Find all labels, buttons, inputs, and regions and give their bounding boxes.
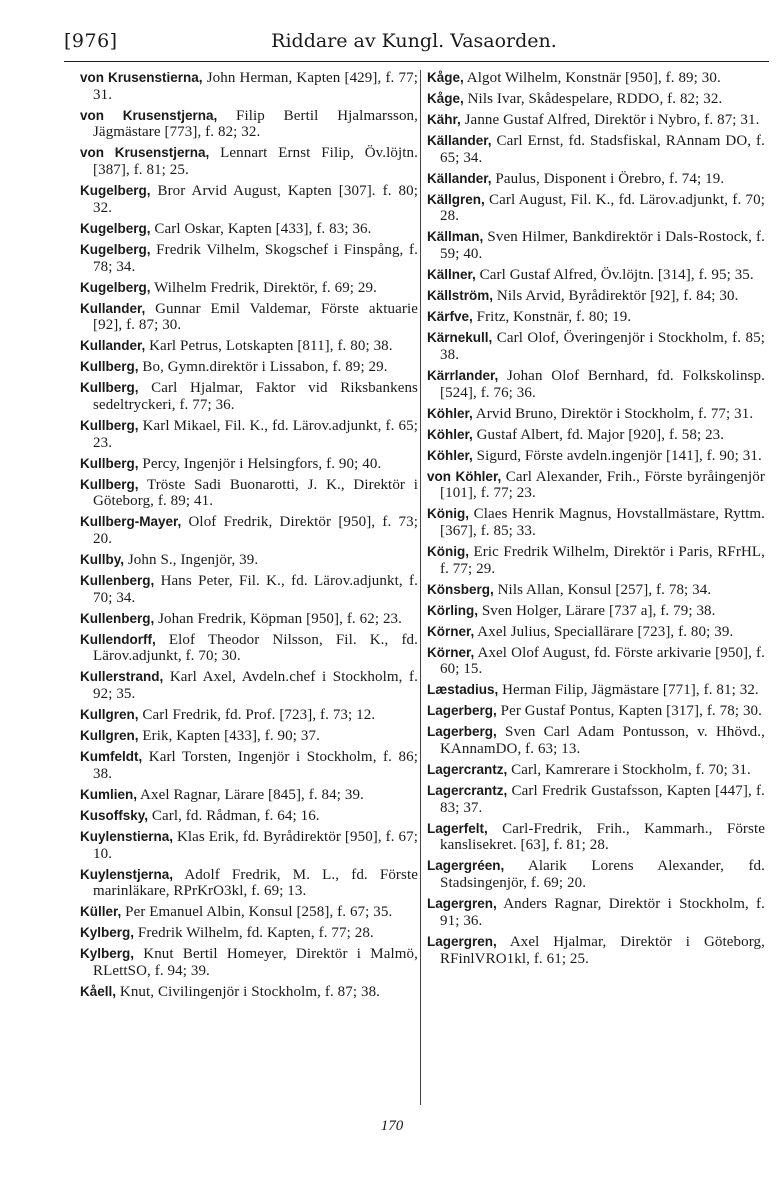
entry-surname: Kullberg, (80, 455, 139, 471)
entry-details: Fritz, Konstnär, f. 80; 19. (476, 309, 632, 326)
entry-surname: König, (427, 506, 469, 522)
entry-details: Carl Ernst, fd. Stadsfiskal, RAnnam DO, f. 65; 34. (440, 133, 765, 166)
entry-details: Elof Theodor Nilsson, Fil. K., fd. Lärov.adjunkt, f. 70; 30. (93, 631, 418, 665)
right-column (427, 70, 765, 972)
register-entry (427, 582, 765, 599)
entry-surname: Kullberg, (80, 359, 139, 375)
header-page-number: [976] (64, 30, 118, 52)
entry-surname: Källander, (427, 170, 492, 186)
entry-details: Algot Wilhelm, Konstnär [950], f. 89; 30. (466, 70, 721, 86)
entry-details: Wilhelm Fredrik, Direktör, f. 69; 29. (154, 279, 377, 296)
header-rule (64, 61, 769, 62)
entry-details: Nils Ivar, Skådespelare, RDDO, f. 82; 32. (467, 91, 723, 107)
register-entry (427, 703, 765, 720)
register-entry (427, 603, 765, 620)
entry-surname: Kullander, (80, 300, 146, 316)
entry-details: Karl Axel, Avdeln.chef i Stockholm, f. 92; 35. (93, 669, 418, 703)
entry-surname: Kåge, (427, 91, 464, 106)
register-entry (80, 477, 418, 510)
register-entry (427, 309, 765, 326)
entry-surname: Kullberg, (80, 476, 139, 492)
entry-surname: Kugelberg, (80, 183, 151, 199)
register-entry (80, 552, 418, 569)
entry-surname: Kullberg-Mayer, (80, 514, 182, 530)
entry-details: Karl Petrus, Lotskapten [811], f. 80; 38. (149, 338, 393, 355)
entry-surname: Kullenberg, (80, 573, 155, 589)
register-entry (80, 301, 418, 334)
register-entry (80, 280, 418, 297)
register-entry (80, 145, 418, 178)
entry-details: Per Emanuel Albin, Konsul [258], f. 67; 35. (125, 904, 393, 921)
entry-details: Carl Fredrik, fd. Prof. [723], f. 73; 12. (142, 707, 376, 724)
register-entry (427, 645, 765, 678)
entry-details: Carl Alexander, Frih., Förste byråingenjör [101], f. 77; 23. (440, 468, 765, 502)
register-entry (427, 506, 765, 539)
register-entry (427, 896, 765, 929)
entry-surname: Kullberg, (80, 380, 139, 396)
entry-details: Olof Fredrik, Direktör [950], f. 73; 20. (93, 514, 418, 548)
entry-surname: Lagerberg, (427, 724, 497, 740)
register-entry (80, 359, 418, 376)
entry-surname: Källman, (427, 229, 484, 245)
entry-surname: Körner, (427, 623, 475, 639)
register-entry (427, 288, 765, 305)
entry-details: Per Gustaf Pontus, Kapten [317], f. 78; 30. (500, 703, 762, 720)
register-entry (427, 171, 765, 188)
entry-surname: Lagergréen, (427, 858, 505, 874)
entry-surname: Kugelberg, (80, 220, 151, 236)
entry-details: Johan Fredrik, Köpman [950], f. 62; 23. (158, 610, 402, 627)
register-entry (80, 573, 418, 606)
entry-surname: Lagercrantz, (427, 762, 508, 778)
entry-details: Arvid Bruno, Direktör i Stockholm, f. 77; 31. (475, 405, 754, 422)
entry-details: Knut, Civilingenjör i Stockholm, f. 87; 38. (119, 983, 381, 1000)
register-entry (80, 808, 418, 825)
register-entry (427, 821, 765, 854)
register-entry (427, 783, 765, 816)
register-entry (427, 448, 765, 465)
entry-surname: Kåge, (427, 70, 464, 85)
entry-details: Sven Holger, Lärare [737 a], f. 79; 38. (481, 602, 716, 619)
left-column (80, 70, 418, 1005)
entry-details: Johan Olof Bernhard, fd. Folkskolinsp. [524], f. 76; 36. (440, 367, 765, 401)
entry-surname: Köhler, (427, 405, 473, 421)
entry-details: Klas Erik, fd. Byrådirektör [950], f. 67; 10. (93, 828, 418, 862)
running-title: Riddare av Kungl. Vasaorden. (271, 30, 557, 52)
entry-surname: Küller, (80, 904, 122, 920)
entry-details: Janne Gustaf Alfred, Direktör i Nybro, f. 87; 31. (464, 112, 760, 128)
entry-surname: Källner, (427, 267, 476, 283)
register-entry (80, 242, 418, 275)
register-entry (427, 91, 765, 108)
entry-details: Gustaf Albert, fd. Major [920], f. 58; 23. (476, 426, 725, 443)
entry-details: Adolf Fredrik, M. L., fd. Förste marinläkare, RPrKrO3kl, f. 69; 13. (93, 866, 418, 900)
entry-details: Carl, Kamrerare i Stockholm, f. 70; 31. (511, 762, 751, 779)
register-entry (427, 330, 765, 363)
entry-surname: Kullenberg, (80, 610, 155, 626)
entry-surname: Kullander, (80, 338, 146, 354)
register-entry (427, 624, 765, 641)
entry-surname: Kuylenstierna, (80, 828, 174, 844)
entry-surname: Källgren, (427, 191, 485, 207)
entry-details: Karl Torsten, Ingenjör i Stockholm, f. 86; 38. (93, 749, 418, 782)
register-entry (80, 904, 418, 921)
register-entry (80, 108, 418, 141)
entry-surname: Kugelberg, (80, 279, 151, 295)
entry-details: Herman Filip, Jägmästare [771], f. 81; 32. (502, 682, 759, 699)
entry-surname: Kumlien, (80, 786, 138, 802)
entry-details: Carl Gustaf Alfred, Öv.löjtn. [314], f. 95; 35. (479, 267, 754, 284)
entry-surname: Källander, (427, 133, 492, 148)
entry-details: Tröste Sadi Buonarotti, J. K., Direktör i Göteborg, f. 89; 41. (93, 476, 418, 510)
register-entry (427, 133, 765, 166)
entry-surname: Källström, (427, 288, 494, 304)
entry-surname: Kusoffsky, (80, 807, 149, 823)
register-entry (427, 858, 765, 891)
register-entry (80, 456, 418, 473)
entry-surname: Kumfeldt, (80, 749, 143, 765)
register-entry (427, 724, 765, 757)
entry-details: Carl Olof, Överingenjör i Stockholm, f. 85; 38. (440, 330, 765, 363)
register-entry (427, 469, 765, 502)
entry-details: John Herman, Kapten [429], f. 77; 31. (93, 70, 418, 103)
page-header (64, 30, 764, 60)
entry-surname: von Krusenstjerna, (80, 145, 210, 161)
register-entry (427, 406, 765, 423)
entry-surname: Kärnekull, (427, 330, 493, 346)
entry-details: Carl August, Fil. K., fd. Lärov.adjunkt, f. 70; 28. (440, 191, 765, 225)
entry-details: Axel Julius, Speciallärare [723], f. 80; 39. (477, 623, 734, 640)
entry-surname: Kullerstrand, (80, 669, 164, 685)
entry-surname: Lagergren, (427, 933, 497, 949)
register-entry (427, 229, 765, 262)
register-entry (80, 611, 418, 628)
register-entry (80, 669, 418, 702)
entry-surname: Læstadius, (427, 682, 499, 698)
entry-details: Sven Carl Adam Pontusson, v. Hhövd., KAnnamDO, f. 63; 13. (440, 724, 765, 758)
entry-surname: Kullendorff, (80, 631, 156, 647)
register-entry (80, 418, 418, 451)
register-entry (80, 984, 418, 1001)
entry-details: Axel Hjalmar, Direktör i Göteborg, RFinlVRO1kl, f. 61; 25. (440, 933, 766, 967)
entry-details: Karl Mikael, Fil. K., fd. Lärov.adjunkt, f. 65; 23. (93, 417, 418, 451)
entry-details: Hans Peter, Fil. K., fd. Lärov.adjunkt, f. 70; 34. (93, 573, 418, 606)
entry-details: Gunnar Emil Valdemar, Förste aktuarie [92], f. 87; 30. (93, 300, 418, 334)
entry-details: Lennart Ernst Filip, Öv.löjtn. [387], f. 81; 25. (93, 145, 418, 179)
entry-details: Alarik Lorens Alexander, fd. Stadsingenjör, f. 69; 20. (440, 858, 765, 892)
register-entry (427, 682, 765, 699)
entry-surname: Kähr, (427, 112, 461, 127)
register-entry (80, 749, 418, 782)
entry-details: Percy, Ingenjör i Helsingfors, f. 90; 40. (142, 455, 382, 472)
entry-surname: Kugelberg, (80, 241, 151, 257)
entry-surname: Körling, (427, 602, 478, 618)
entry-details: Fredrik Vilhelm, Skogschef i Finspång, f. 78; 34. (93, 241, 418, 275)
register-entry (80, 183, 418, 216)
register-entry (80, 221, 418, 238)
entry-surname: Köhler, (427, 426, 473, 442)
entry-details: Claes Henrik Magnus, Hovstallmästare, Ryttm. [367], f. 85; 33. (440, 506, 765, 539)
entry-surname: König, (427, 543, 469, 559)
register-entry (80, 707, 418, 724)
register-entry (427, 368, 765, 401)
entry-surname: Kylberg, (80, 946, 135, 962)
entry-details: Erik, Kapten [433], f. 90; 37. (142, 728, 320, 745)
entry-details: Axel Ragnar, Lärare [845], f. 84; 39. (140, 786, 364, 803)
register-entry (80, 787, 418, 804)
entry-surname: Lagerfelt, (427, 820, 488, 836)
entry-details: Nils Allan, Konsul [257], f. 78; 34. (497, 581, 712, 598)
entry-surname: Kuylenstjerna, (80, 866, 174, 882)
entry-surname: Lagerberg, (427, 703, 497, 719)
register-entry (80, 632, 418, 665)
entry-surname: Kåell, (80, 983, 117, 999)
register-entry (427, 70, 765, 87)
entry-details: Carl Fredrik Gustafsson, Kapten [447], f. 83; 37. (440, 783, 765, 816)
entry-details: Axel Olof August, fd. Förste arkivarie [950], f. 60; 15. (440, 644, 765, 678)
register-entry (427, 112, 765, 129)
entry-details: Bo, Gymn.direktör i Lissabon, f. 89; 29. (142, 359, 388, 376)
entry-surname: Könsberg, (427, 581, 494, 597)
register-entry (427, 934, 765, 967)
entry-surname: Kullgren, (80, 728, 139, 744)
entry-details: Carl-Fredrik, Frih., Kammarh., Förste kanslisekret. [63], f. 81; 28. (440, 820, 765, 854)
entry-details: Nils Arvid, Byrådirektör [92], f. 84; 30. (496, 288, 739, 305)
entry-details: Bror Arvid August, Kapten [307]. f. 80; 32. (93, 183, 418, 216)
entry-details: Carl Oskar, Kapten [433], f. 83; 36. (154, 220, 372, 237)
entry-surname: von Krusenstjerna, (80, 107, 218, 123)
entry-surname: Kullberg, (80, 417, 139, 433)
entry-surname: Lagercrantz, (427, 783, 508, 799)
column-divider (420, 70, 421, 1105)
register-entry (427, 762, 765, 779)
entry-details: Carl, fd. Rådman, f. 64; 16. (151, 807, 320, 824)
entry-surname: Köhler, (427, 447, 473, 463)
entry-surname: Kärrlander, (427, 367, 499, 383)
entry-surname: Kullby, (80, 552, 125, 568)
register-entry (427, 427, 765, 444)
footer-page-number: 170 (380, 1118, 404, 1134)
entry-surname: Kullgren, (80, 707, 139, 723)
entry-surname: Lagergren, (427, 896, 497, 912)
register-entry (427, 267, 765, 284)
entry-details: Knut Bertil Homeyer, Direktör i Malmö, RLettSO, f. 94; 39. (93, 946, 418, 979)
register-entry (80, 829, 418, 862)
entry-details: Filip Bertil Hjalmarsson, Jägmästare [773], f. 82; 32. (93, 107, 418, 141)
entry-surname: Kärfve, (427, 309, 473, 325)
register-entry (80, 338, 418, 355)
register-entry (80, 70, 418, 103)
entry-details: John S., Ingenjör, 39. (127, 552, 259, 569)
entry-details: Fredrik Wilhelm, fd. Kapten, f. 77; 28. (137, 925, 374, 942)
entry-surname: von Köhler, (427, 468, 502, 484)
register-entry (80, 728, 418, 745)
entry-details: Eric Fredrik Wilhelm, Direktör i Paris, RFrHL, f. 77; 29. (440, 543, 765, 577)
entry-surname: Körner, (427, 644, 475, 660)
entry-details: Paulus, Disponent i Örebro, f. 74; 19. (495, 170, 725, 187)
register-entry (427, 192, 765, 225)
entry-details: Carl Hjalmar, Faktor vid Riksbankens sedeltryckeri, f. 77; 36. (93, 380, 418, 413)
register-entry (427, 544, 765, 577)
register-entry (80, 867, 418, 900)
register-entry (80, 946, 418, 979)
register-entry (80, 925, 418, 942)
entry-details: Sven Hilmer, Bankdirektör i Dals-Rostock, f. 59; 40. (440, 229, 765, 263)
entry-surname: von Krusenstierna, (80, 70, 203, 85)
entry-details: Anders Ragnar, Direktör i Stockholm, f. 91; 36. (440, 896, 765, 929)
register-entry (80, 514, 418, 547)
entry-details: Sigurd, Förste avdeln.ingenjör [141], f. 90; 31. (476, 447, 762, 464)
entry-surname: Kylberg, (80, 925, 135, 941)
register-entry (80, 380, 418, 413)
